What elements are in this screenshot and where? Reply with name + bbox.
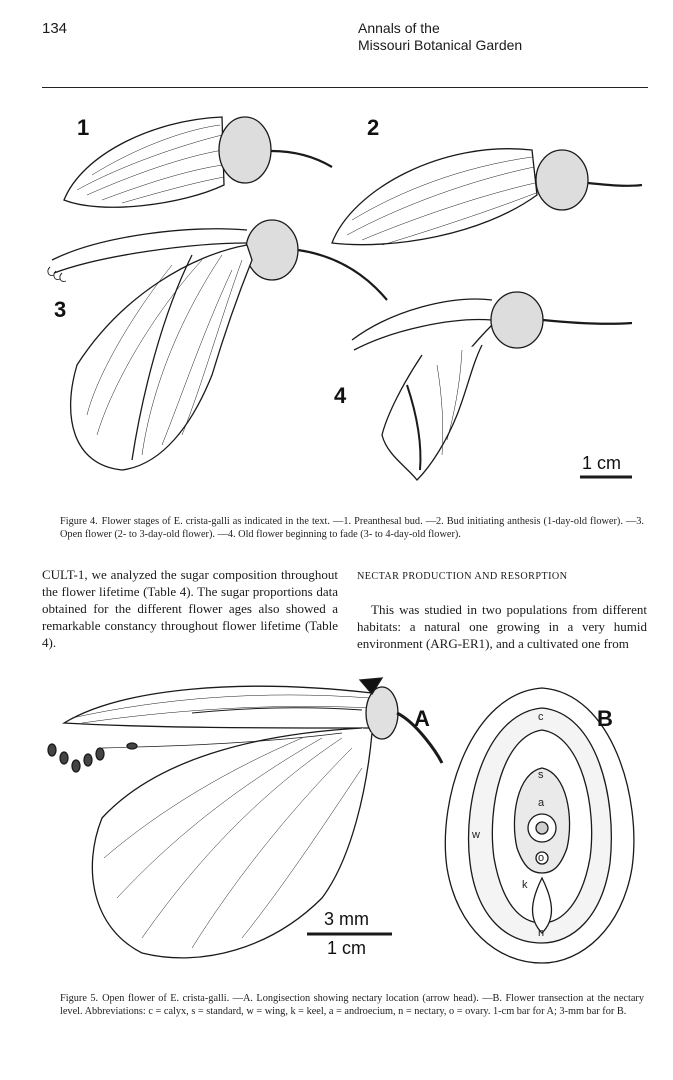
structure-label-keel: k (522, 879, 528, 891)
flower-bud-1 (64, 117, 332, 207)
panel-label-2: 2 (367, 115, 380, 140)
body-right-column (357, 568, 647, 652)
panel-label-4: 4 (334, 383, 347, 408)
journal-title-line-2: Missouri Botanical Garden (358, 37, 523, 53)
page-number: 134 (42, 20, 68, 37)
figure-4-illustration (42, 95, 648, 505)
flower-bud-2 (332, 149, 642, 245)
figure-4-scale-label: 1 cm (582, 453, 622, 473)
body-right-paragraph: This was studied in two populations from different habitats: a natural one growing in a very humid environment (ARG-ER1), and a cultivated one from (357, 602, 647, 651)
figure-5-scale-label-3mm: 3 mm (324, 909, 369, 929)
journal-title (358, 20, 522, 54)
flower-longisection-a (48, 678, 442, 958)
structure-label-calyx: c (538, 711, 544, 723)
panel-label-1: 1 (77, 115, 90, 140)
structure-label-androecium: a (538, 797, 545, 809)
panel-label-3: 3 (54, 297, 67, 322)
panel-label-a: A (414, 706, 430, 731)
panel-label-b: B (597, 706, 613, 731)
figure-4-caption-text: Flower stages of E. crista-galli as indicated in the text. —1. Preanthesal bud. —2. Bud initiating anthesis (1-day-old flower). —3. Open flower (2- to 3-day-old flower). —4. Old flower beginning to fade (3- to 4-day-old flower). (60, 516, 644, 540)
structure-label-standard: s (538, 769, 544, 781)
old-flower-4 (352, 292, 632, 480)
structure-label-nectary: n (538, 927, 545, 939)
figure-4-caption-label: Figure 4. (60, 516, 98, 527)
section-heading: NECTAR PRODUCTION AND RESORPTION (357, 571, 568, 582)
structure-label-wing: w (472, 829, 480, 841)
figure-5-caption-label: Figure 5. (60, 993, 99, 1004)
figure-5-caption-text: Open flower of E. crista-galli. —A. Longisection showing nectary location (arrow head). —B. Flower transection at the nectary level. Abbreviations: c = calyx, s = standard, w = wing, k = keel, a = androecium, n = nectary, o = ovary. 1-cm bar for A; 3-mm bar for B. (60, 993, 644, 1017)
structure-label-ovary: o (538, 852, 545, 864)
header-rule (42, 87, 648, 88)
figure-5-caption (60, 992, 644, 1018)
journal-title-line-1: Annals of the (358, 20, 440, 36)
body-left-column (42, 566, 338, 651)
figure-5-illustration (42, 668, 648, 978)
body-left-paragraph: CULT-1, we analyzed the sugar composition throughout the flower lifetime (Table 4). The sugar proportions data obtained for the different flower ages also showed a remarkable constancy throughout flower lifetime (Table 4). (42, 567, 338, 650)
open-flower-3 (48, 220, 387, 470)
figure-4-caption (60, 515, 644, 541)
figure-5-scale-label-1cm: 1 cm (327, 938, 367, 958)
